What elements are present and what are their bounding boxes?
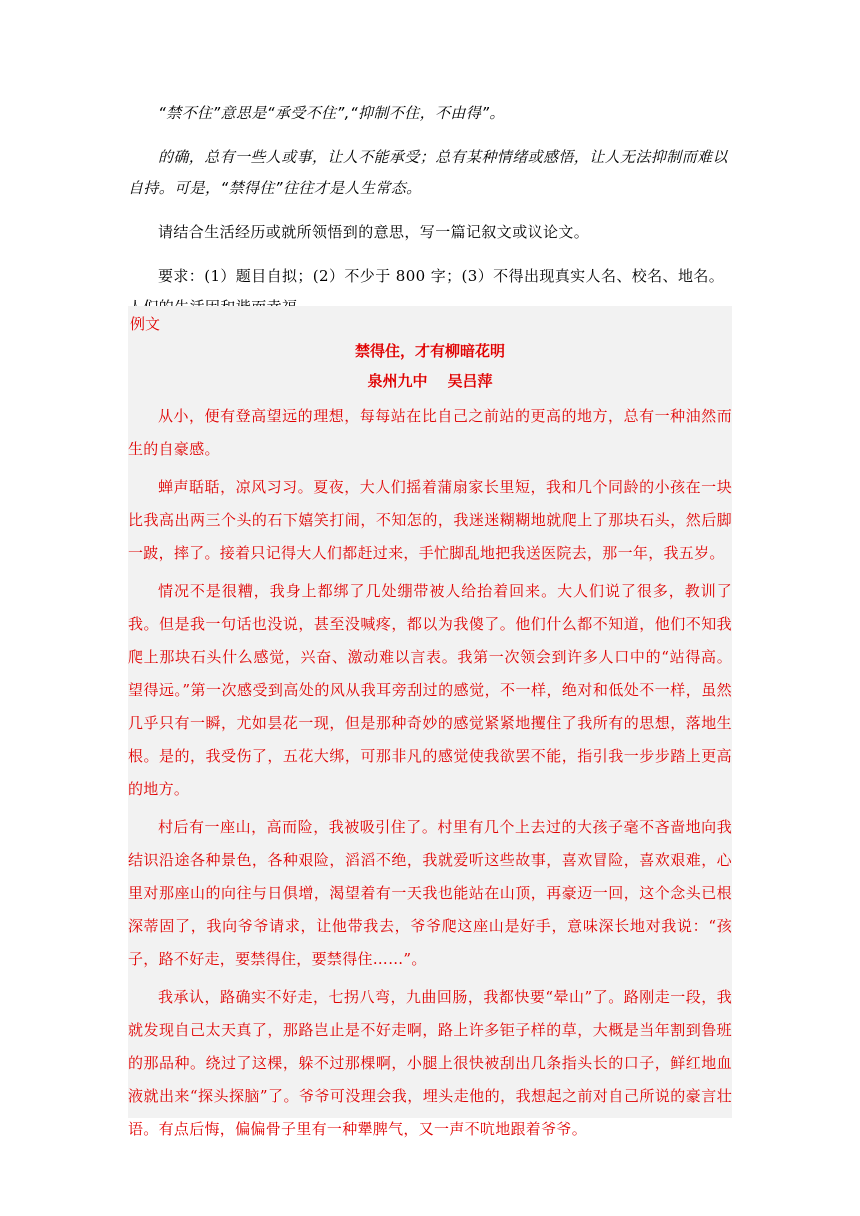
prompt-definition: “禁不住”意思是“承受不住”,“抑制不住，不由得”。 xyxy=(158,104,505,122)
prompt-requirements: 要求：(1）题目自拟；(2）不少于 800 字；(3）不得出现真实人名、校名、地名。 xyxy=(158,267,725,285)
essay-paragraph: 情况不是很糟，我身上都绑了几处绷带被人给抬着回来。大人们说了很多，教训了我。但是我一句话也没说，甚至没喊疼，都以为我傻了。他们什么都不知道，他们不知我爬上那块石头什么感觉，兴奋、激动难以言表。我第一次领会到许多人口中的“站得高。望得远。”第一次感受到高处的风从我耳旁刮过的感觉，不一样，绝对和低处不一样，虽然几乎只有一瞬，尤如昙花一现，但是那种奇妙的感觉紧紧地攫住了我所有的思想，落地生根。是的，我受伤了，五花大绑，可那非凡的感觉使我欲罢不能，指引我一步步踏上更高的地方。 xyxy=(128,582,732,798)
essay-author: 吴吕萍 xyxy=(447,372,493,390)
essay-school: 泉州九中 xyxy=(367,372,428,390)
essay-title: 禁得住，才有柳暗花明 xyxy=(354,342,505,360)
essay-paragraph: 我承认，路确实不好走，七拐八弯，九曲回肠，我都快要“晕山”了。路刚走一段，我就发现自己太天真了，那路岂止是不好走啊，路上许多钜子样的草，大概是当年割到鲁班的那品种。绕过了这棵，躲不过那棵啊，小腿上很快被刮出几条指头长的口子，鲜红地血液就出来“探头探脑”了。爷爷可没理会我，埋头走他的，我想起之前对自己所说的豪言壮语。有点后悔，偏偏骨子里有一种犟脾气，又一声不吭地跟着爷爷。 xyxy=(128,988,732,1138)
prompt-statement: 的确，总有一些人或事，让人不能承受；总有某种情绪或感悟，让人无法抑制而难以自持。可是，“禁得住”往往才是人生常态。 xyxy=(128,148,728,197)
sample-essay xyxy=(128,306,732,1138)
writing-prompt xyxy=(128,98,732,336)
essay-byline xyxy=(128,366,732,396)
sample-essay-tag: 例文 xyxy=(130,315,161,333)
essay-paragraph: 从小，便有登高望远的理想，每每站在比自己之前站的更高的地方，总有一种油然而生的自豪感。 xyxy=(128,407,732,458)
essay-paragraph: 蝉声聒聒，凉风习习。夏夜，大人们摇着蒲扇家长里短，我和几个同龄的小孩在一块比我高出两三个头的石下嬉笑打闹，不知怎的，我迷迷糊糊地就爬上了那块石头，然后脚一跛，摔了。接着只记得大人们都赶过来，手忙脚乱地把我送医院去，那一年，我五岁。 xyxy=(128,478,732,562)
prompt-instruction: 请结合生活经历或就所领悟到的意思，写一篇记叙文或议论文。 xyxy=(158,223,590,241)
essay-paragraph: 村后有一座山，高而险，我被吸引住了。村里有几个上去过的大孩子毫不吝啬地向我结识沿途各种景色，各种艰险，滔滔不绝，我就爱听这些故事，喜欢冒险，喜欢艰难，心里对那座山的向往与日俱增，渴望着有一天我也能站在山顶，再豪迈一回，这个念头已根深蒂固了，我向爷爷请求，让他带我去，爷爷爬这座山是好手，意味深长地对我说：“孩子，路不好走，要禁得住，要禁得住……”。 xyxy=(128,818,732,968)
